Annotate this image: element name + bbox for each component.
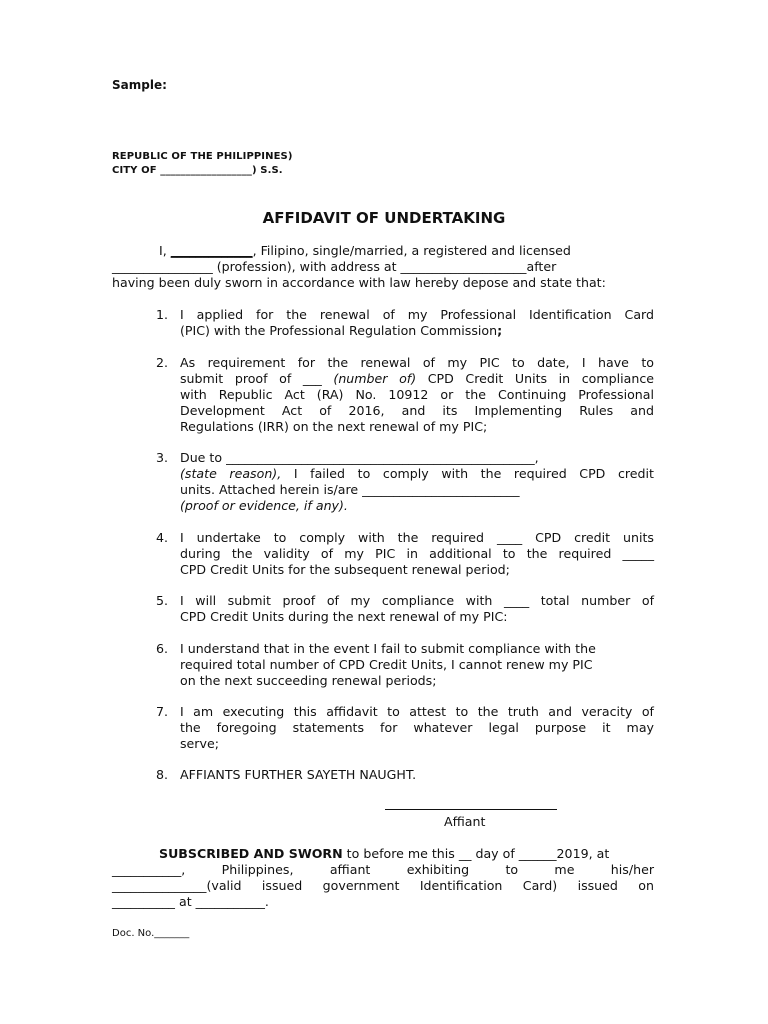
name-blank: _____________ — [170, 243, 253, 258]
doc-number: Doc. No._______ — [112, 928, 190, 939]
item-line: Development Act of 2016, and its Implementing Rules and — [180, 403, 654, 418]
item-number: 8. — [156, 767, 169, 782]
item-line: Due to _________________________________________________, — [180, 450, 539, 465]
item-line: I will submit proof of my compliance with ____ total number of — [180, 593, 654, 608]
item-line: during the validity of my PIC in additional to the required _____ — [180, 546, 654, 561]
item-number: 4. — [156, 530, 169, 545]
item-line: required total number of CPD Credit Units, I cannot renew my PIC — [180, 657, 593, 672]
jurat-line-2: ___________, Philippines, affiant exhibiting to me his/her — [112, 862, 654, 877]
item-line: I am executing this affidavit to attest to the truth and veracity of — [180, 704, 654, 719]
item-line: I applied for the renewal of my Professional Identification Card — [180, 307, 654, 322]
jurat-paragraph — [112, 846, 654, 910]
item-line: CPD Credit Units for the subsequent renewal period; — [180, 562, 510, 577]
signature-line — [385, 809, 557, 810]
item-line: Regulations (IRR) on the next renewal of my PIC; — [180, 419, 488, 434]
jurat-line-3: _______________(valid issued government Identification Card) issued on — [112, 878, 654, 893]
item-line: (PIC) with the Professional Regulation Commission; — [180, 323, 503, 338]
item-line: I understand that in the event I fail to submit compliance with the — [180, 641, 596, 656]
affiant-label: Affiant — [444, 814, 486, 829]
intro-line-2: ________________ (profession), with address at ____________________after — [112, 259, 557, 274]
item-line: the foregoing statements for whatever legal purpose it may — [180, 720, 654, 735]
jurat-line-1: SUBSCRIBED AND SWORN to before me this __ day of ______2019, at — [159, 846, 610, 861]
item-line: (proof or evidence, if any). — [180, 498, 348, 513]
item-line: with Republic Act (RA) No. 10912 or the Continuing Professional — [180, 387, 654, 402]
item-line: units. Attached herein is/are _________________________ — [180, 482, 520, 497]
item-number: 2. — [156, 355, 169, 370]
item-number: 6. — [156, 641, 169, 656]
item-line: submit proof of ___ (number of) CPD Credit Units in compliance — [180, 371, 654, 386]
document-title: AFFIDAVIT OF UNDERTAKING — [262, 209, 506, 227]
intro-line-1: I, _____________, Filipino, single/married, a registered and licensed — [159, 243, 571, 258]
intro-line-3: having been duly sworn in accordance with law hereby depose and state that: — [112, 275, 606, 290]
item-number: 7. — [156, 704, 169, 719]
item-line: CPD Credit Units during the next renewal of my PIC: — [180, 609, 508, 624]
item-line: As requirement for the renewal of my PIC to date, I have to — [180, 355, 654, 370]
item-line: (state reason), I failed to comply with the required CPD credit — [180, 466, 654, 481]
intro-paragraph — [112, 243, 654, 291]
item-line: I undertake to comply with the required ____ CPD credit units — [180, 530, 654, 545]
item-line: serve; — [180, 736, 219, 751]
item-number: 3. — [156, 450, 169, 465]
item-number: 1. — [156, 307, 169, 322]
jurisdiction-republic: REPUBLIC OF THE PHILIPPINES) — [112, 151, 293, 162]
item-line: on the next succeeding renewal periods; — [180, 673, 437, 688]
item-line: AFFIANTS FURTHER SAYETH NAUGHT. — [180, 767, 417, 782]
item-number: 5. — [156, 593, 169, 608]
jurisdiction-city: CITY OF __________________) S.S. — [112, 165, 283, 176]
jurat-line-4: __________ at ___________. — [112, 894, 269, 909]
sample-label: Sample: — [112, 78, 167, 92]
